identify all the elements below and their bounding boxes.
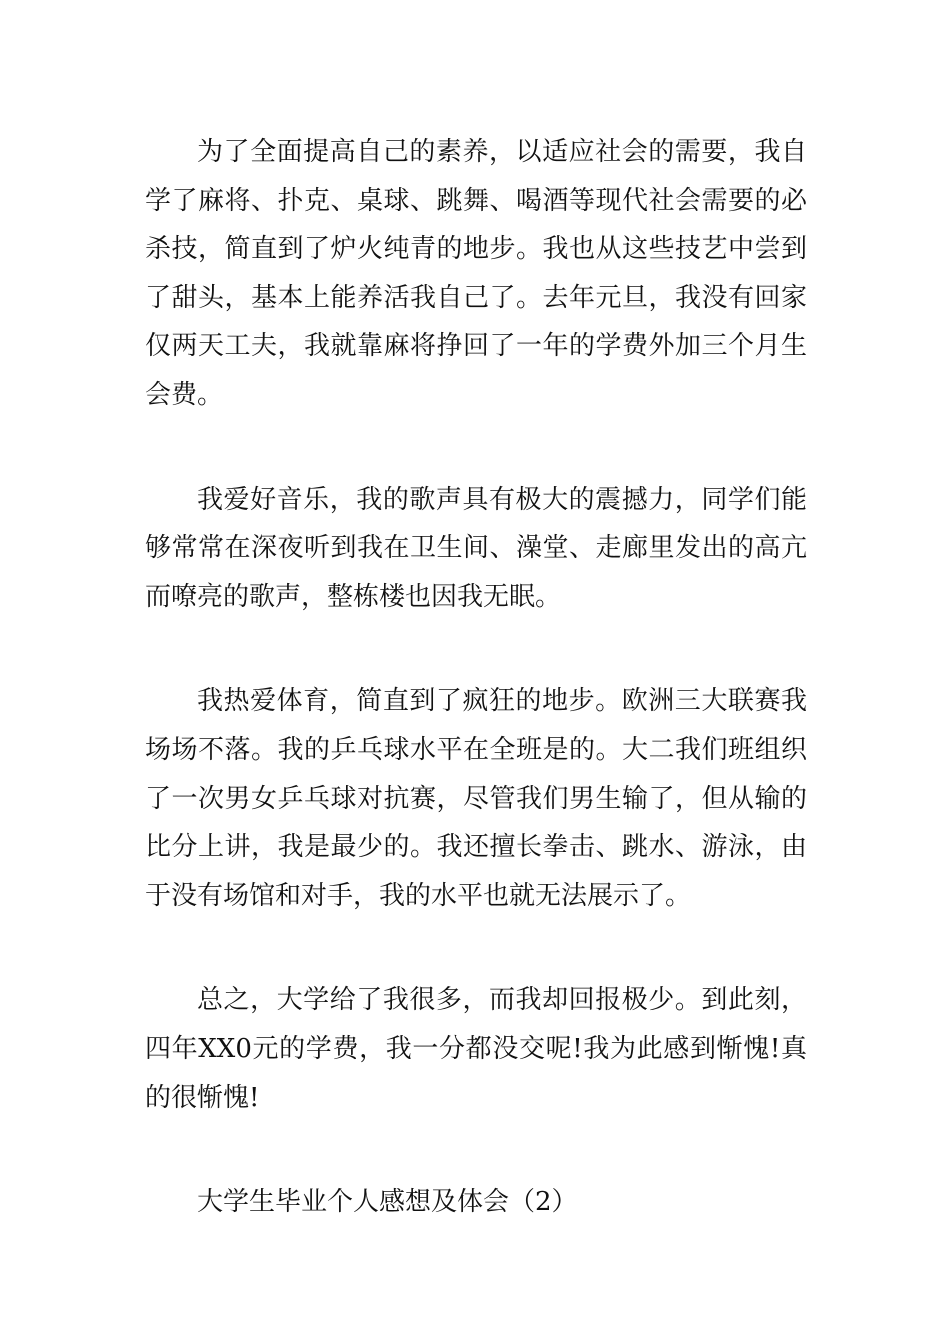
document-body bbox=[145, 128, 807, 1283]
section-heading: 大学生毕业个人感想及体会（2） bbox=[197, 1187, 578, 1218]
paragraph-conclusion: 总之，大学给了我很多，而我却回报极少。到此刻，四年XX0元的学费，我一分都没交呢!我为此感到惭愧!真的很惭愧! bbox=[145, 985, 807, 1113]
paragraph-music: 我爱好音乐，我的歌声具有极大的震撼力，同学们能够常常在深夜听到我在卫生间、澡堂、走廊里发出的高亢而嘹亮的歌声，整栋楼也因我无眠。 bbox=[145, 484, 807, 612]
paragraph-self-improvement: 为了全面提高自己的素养，以适应社会的需要，我自学了麻将、扑克、桌球、跳舞、喝酒等现代社会需要的必杀技，简直到了炉火纯青的地步。我也从这些技艺中尝到了甜头，基本上能养活我自己了。去年元旦，我没有回家仅两天工夫，我就靠麻将挣回了一年的学费外加三个月生会费。 bbox=[145, 137, 807, 410]
paragraph-sports: 我热爱体育，简直到了疯狂的地步。欧洲三大联赛我场场不落。我的乒乓球水平在全班是的。大二我们班组织了一次男女乒乓球对抗赛，尽管我们男生输了，但从输的比分上讲，我是最少的。我还擅长拳击、跳水、游泳，由于没有场馆和对手，我的水平也就无法展示了。 bbox=[145, 686, 807, 911]
